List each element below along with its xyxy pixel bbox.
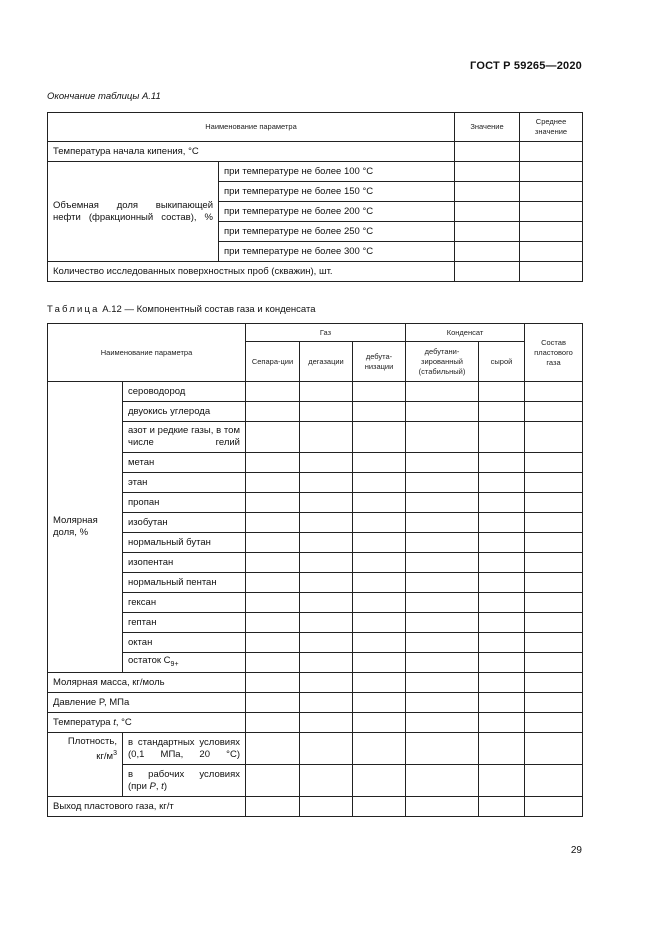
empty-cell [525,673,583,693]
empty-cell [406,533,479,553]
empty-cell [525,573,583,593]
empty-cell [479,453,525,473]
header-gas-separation: Сепара-ции [246,342,300,382]
empty-cell [246,573,300,593]
header-cond-raw: сырой [479,342,525,382]
empty-cell [479,653,525,673]
empty-cell [406,422,479,453]
empty-cell [353,593,406,613]
empty-cell [525,593,583,613]
cell-value [455,222,520,242]
component-row: азот и редкие газы, в том числе гелий [123,422,246,453]
temp-row: при температуре не более 100 °C [219,162,455,182]
empty-cell [479,493,525,513]
empty-cell [406,633,479,653]
empty-cell [479,797,525,817]
component-row: октан [123,633,246,653]
header-gas: Газ [246,324,406,342]
cell-value [455,142,520,162]
empty-cell [246,593,300,613]
empty-cell [300,553,353,573]
empty-cell [353,693,406,713]
empty-cell [406,653,479,673]
empty-cell [479,593,525,613]
empty-cell [300,402,353,422]
empty-cell [479,553,525,573]
empty-cell [525,402,583,422]
empty-cell [300,633,353,653]
component-row: нормальный бутан [123,533,246,553]
empty-cell [479,473,525,493]
empty-cell [300,765,353,797]
empty-cell [406,453,479,473]
empty-cell [353,533,406,553]
component-row: сероводород [123,382,246,402]
empty-cell [300,473,353,493]
empty-cell [525,713,583,733]
row-temperature: Температура t, °C [48,713,246,733]
empty-cell [246,402,300,422]
empty-cell [353,513,406,533]
density-label: Плотность, $кг/м^3$ [48,733,123,797]
empty-cell [406,713,479,733]
table-a12 [47,323,583,817]
col-header-mean: Среднее значение [520,113,583,142]
temp-row: при температуре не более 300 °C [219,242,455,262]
empty-cell [406,513,479,533]
empty-cell [479,382,525,402]
component-row: гексан [123,593,246,613]
empty-cell [353,453,406,473]
empty-cell [353,402,406,422]
empty-cell [353,713,406,733]
density-working: в рабочих условиях (при P, t) [123,765,246,797]
empty-cell [525,693,583,713]
empty-cell [353,422,406,453]
row-yield: Выход пластового газа, кг/т [48,797,246,817]
empty-cell [353,493,406,513]
empty-cell [353,733,406,765]
empty-cell [353,673,406,693]
empty-cell [525,422,583,453]
empty-cell [246,533,300,553]
empty-cell [406,765,479,797]
empty-cell [246,693,300,713]
empty-cell [525,453,583,473]
empty-cell [479,673,525,693]
header-param: Наименование параметра [48,324,246,382]
empty-cell [525,493,583,513]
cell-mean [520,182,583,202]
empty-cell [300,422,353,453]
component-row: метан [123,453,246,473]
component-row: двуокись углерода [123,402,246,422]
cell-mean [520,162,583,182]
empty-cell [525,733,583,765]
empty-cell [406,553,479,573]
empty-cell [479,613,525,633]
empty-cell [300,513,353,533]
empty-cell [246,493,300,513]
table-a11-continuation-label: Окончание таблицы А.11 [47,91,161,102]
empty-cell [246,473,300,493]
header-reservoir-gas: Состав пластового газа [525,324,583,382]
empty-cell [353,797,406,817]
cell-value [455,242,520,262]
component-row: изобутан [123,513,246,533]
empty-cell [300,797,353,817]
row-pressure: Давление P, МПа [48,693,246,713]
table-a12-caption [47,304,316,315]
empty-cell [406,593,479,613]
component-row: гептан [123,613,246,633]
empty-cell [479,533,525,553]
empty-cell [246,513,300,533]
empty-cell [406,402,479,422]
empty-cell [406,493,479,513]
empty-cell [525,533,583,553]
standard-number: ГОСТ Р 59265—2020 [470,60,582,72]
empty-cell [525,513,583,533]
component-row: пропан [123,493,246,513]
row-molar-mass: Молярная масса, кг/моль [48,673,246,693]
header-condensate: Конденсат [406,324,525,342]
page-number: 29 [570,845,582,856]
empty-cell [246,797,300,817]
empty-cell [406,613,479,633]
empty-cell [246,653,300,673]
cell-mean [520,262,583,282]
empty-cell [353,473,406,493]
empty-cell [479,573,525,593]
empty-cell [353,613,406,633]
component-row: этан [123,473,246,493]
empty-cell [479,513,525,533]
empty-cell [525,473,583,493]
empty-cell [479,713,525,733]
empty-cell [525,613,583,633]
component-row: изопентан [123,553,246,573]
empty-cell [246,422,300,453]
empty-cell [479,422,525,453]
temp-row: при температуре не более 200 °C [219,202,455,222]
empty-cell [246,673,300,693]
caption-prefix: Таблица [47,304,100,315]
header-gas-debutanization: дебута-низации [353,342,406,382]
empty-cell [525,653,583,673]
cell-value [455,162,520,182]
empty-cell [300,693,353,713]
empty-cell [479,733,525,765]
empty-cell [246,382,300,402]
empty-cell [525,553,583,573]
empty-cell [300,533,353,553]
empty-cell [300,613,353,633]
table-a11 [47,112,583,282]
empty-cell [406,693,479,713]
empty-cell [479,402,525,422]
row-boiling-start: Температура начала кипения, °C [48,142,455,162]
empty-cell [246,765,300,797]
cell-value [455,202,520,222]
cell-mean [520,142,583,162]
empty-cell [353,382,406,402]
empty-cell [525,765,583,797]
empty-cell [479,765,525,797]
empty-cell [479,633,525,653]
cell-value [455,182,520,202]
empty-cell [300,493,353,513]
empty-cell [353,633,406,653]
empty-cell [300,573,353,593]
cell-mean [520,242,583,262]
empty-cell [300,733,353,765]
empty-cell [353,653,406,673]
empty-cell [246,453,300,473]
empty-cell [353,553,406,573]
empty-cell [406,382,479,402]
empty-cell [246,713,300,733]
header-cond-debutanized: дебутани-зированный (стабильный) [406,342,479,382]
empty-cell [353,765,406,797]
empty-cell [406,733,479,765]
temp-row: при температуре не более 250 °C [219,222,455,242]
empty-cell [525,382,583,402]
empty-cell [479,693,525,713]
cell-value [455,262,520,282]
col-header-value: Значение [455,113,520,142]
molar-fraction-label: Молярная доля, % [48,382,123,673]
component-row: нормальный пентан [123,573,246,593]
empty-cell [406,797,479,817]
density-standard: в стандартных условиях (0,1 МПа, 20 °C) [123,733,246,765]
empty-cell [300,453,353,473]
volume-fraction-label: Объемная доля выкипающей нефти (фракционный состав), % [48,162,219,262]
empty-cell [406,573,479,593]
empty-cell [300,382,353,402]
header-gas-degassing: дегазации [300,342,353,382]
row-samples-count: Количество исследованных поверхностных проб (скважин), шт. [48,262,455,282]
component-row-residue: остаток $C_{9+}$ [123,653,246,673]
empty-cell [246,633,300,653]
empty-cell [300,653,353,673]
empty-cell [406,673,479,693]
empty-cell [300,593,353,613]
empty-cell [525,633,583,653]
empty-cell [525,797,583,817]
empty-cell [353,573,406,593]
cell-mean [520,202,583,222]
col-header-name: Наименование параметра [48,113,455,142]
temp-row: при температуре не более 150 °C [219,182,455,202]
empty-cell [300,673,353,693]
empty-cell [246,733,300,765]
empty-cell [246,613,300,633]
cell-mean [520,222,583,242]
empty-cell [246,553,300,573]
empty-cell [300,713,353,733]
empty-cell [406,473,479,493]
caption-rest: А.12 — Компонентный состав газа и конденсата [99,304,316,315]
